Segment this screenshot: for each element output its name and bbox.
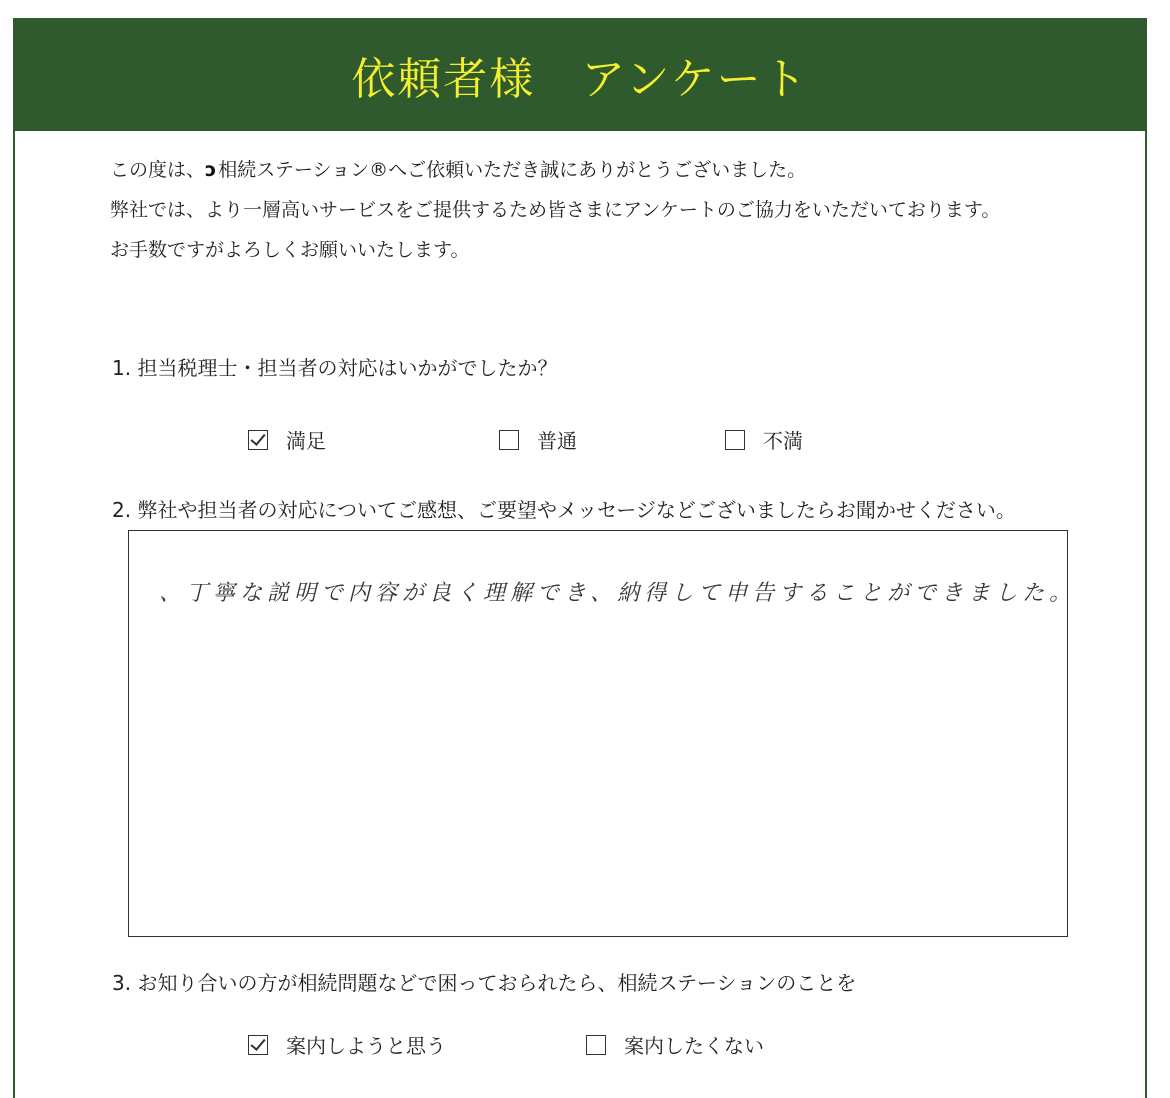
q1-option-label: 不満 <box>763 429 803 453</box>
header-banner <box>13 18 1147 131</box>
checkbox-checked-icon[interactable] <box>248 1035 268 1055</box>
intro-line-3: お手数ですがよろしくお願いいたします。 <box>110 239 470 261</box>
q1-option-dissatisfied[interactable] <box>725 425 803 454</box>
swirl-logo-icon: ↄ <box>205 159 217 181</box>
question-2: 2. 弊社や担当者の対応についてご感想、ご要望やメッセージなどございましたらお聞かせください。 <box>112 498 1016 522</box>
checkbox-icon[interactable] <box>499 430 519 450</box>
q3-option-not-recommend[interactable] <box>586 1030 764 1059</box>
checkbox-icon[interactable] <box>586 1035 606 1055</box>
intro-text <box>110 150 1000 270</box>
q1-option-label: 普通 <box>537 429 577 453</box>
handwritten-answer: 、丁寧な説明で内容が良く理解でき、納得して申告することができました。 <box>159 581 1077 606</box>
q3-option-label: 案内しようと思う <box>286 1034 446 1058</box>
question-3: 3. お知り合いの方が相続問題などで困っておられたら、相続ステーションのことを <box>112 971 857 995</box>
q3-option-label: 案内したくない <box>624 1034 764 1058</box>
checkbox-checked-icon[interactable] <box>248 430 268 450</box>
page-title: 依頼者様 アンケート <box>351 53 809 105</box>
intro-line-1-prefix: この度は、 <box>110 159 206 181</box>
comment-answer-box[interactable] <box>128 530 1077 937</box>
q3-option-recommend[interactable] <box>248 1030 446 1059</box>
q1-option-normal[interactable] <box>499 425 577 454</box>
intro-line-1-body: 相続ステーション®へご依頼いただき誠にありがとうございました。 <box>218 159 807 181</box>
question-1: 1. 担当税理士・担当者の対応はいかがでしたか？ <box>112 356 558 380</box>
intro-line-2: 弊社では、より一層高いサービスをご提供するため皆さまにアンケートのご協力をいただいております。 <box>110 199 1001 221</box>
intro-line-1 <box>110 150 1000 190</box>
q1-option-satisfied[interactable] <box>248 425 326 454</box>
checkbox-icon[interactable] <box>725 430 745 450</box>
q1-option-label: 満足 <box>286 429 326 453</box>
